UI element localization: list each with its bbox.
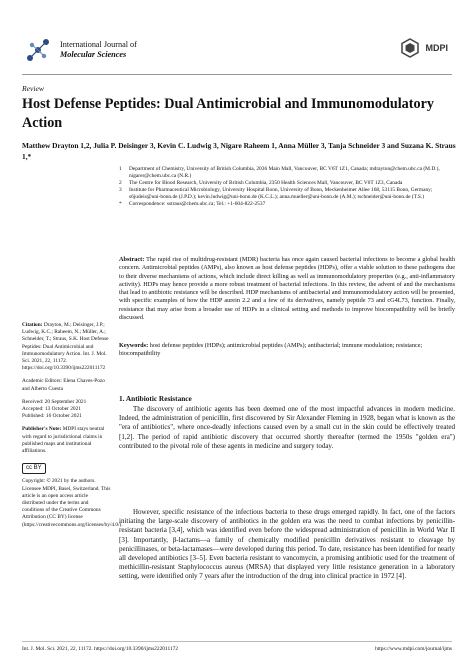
footer-journal-url[interactable]: https://www.mdpi.com/journal/ijms xyxy=(375,646,452,652)
body-paragraph: The discovery of antibiotic agents has been deemed one of the most impactful advances in modern medicine. Indeed, the administration of penicillin, first discovered by Sir Alexander Fleming in 1928, began what is known as the "era of antibiotics", where once-deadly infections caused even by a small cut in the skin could be effectively treated [1,2]. The period of rapid antibiotic discovery that occurred shortly thereafter (termed the 1950s "golden era") contributed to the pivotal role of these agents in medicine and surgery today. xyxy=(119,405,455,450)
cc-license-badge[interactable]: cc BY xyxy=(22,463,46,474)
footer-citation[interactable]: Int. J. Mol. Sci. 2021, 22, 11172. https://doi.org/10.3390/ijms222011172 xyxy=(22,646,179,652)
abstract-label: Abstract: xyxy=(119,256,145,263)
page-footer xyxy=(22,646,452,652)
affiliation-item xyxy=(119,166,454,180)
affiliation-number: 2 xyxy=(119,180,122,187)
published-date: Published: 16 October 2021 xyxy=(22,413,82,420)
sidebar xyxy=(22,322,123,535)
affiliation-text: Department of Chemistry, University of British Columbia, 2036 Main Mall, Vancouver, BC V6T 1Z1, Canada; mdrayton@chem.ubc.ca (M.D.), nigarer@chem.ubc.ca (N.R.) xyxy=(129,166,440,180)
body-paragraph: However, specific resistance of the infectious bacteria to these drugs emerged rapidly. In fact, one of the factors initiating the large-scale discovery of antibiotics in the golden era was the need to combat infections by penicillin-resistant bacteria [3,4], which was identified even before the widespread administration of penicillin in World War II [3]. Importantly, β-lactams—a family of chemically modified penicillin derivatives resistant to cleavage by penicillinases, or beta-lactamases—were developed during this period. To date, resistance has been identified for nearly all developed antibiotics [3–5]. Even bacteria resistant to vancomycin, a promising antibiotic used for the treatment of methicillin-resistant Staphylococcus aureus (MRSA) that displayed very little resistance generation in a laboratory setting, were identified only 7 years after the introduction of the drug into clinical practice in 1972 [4]. xyxy=(119,508,455,581)
dates xyxy=(22,399,112,421)
section-heading: 1. Antibiotic Resistance xyxy=(119,394,192,403)
received-date: Received: 20 September 2021 xyxy=(22,398,87,405)
journal-name-line2: Molecular Sciences xyxy=(60,50,127,59)
citation-text[interactable]: Drayton, M.; Deisinger, J.P.; Ludwig, K.C.; Raheem, N.; Müller, A.; Schneider, T.; Straus, S.K. Host Defense Peptides: Dual Antimicrobial and Immunomodulatory Action. Int. J. Mol. Sci. 2021, 22, 11172. https://doi.org/10.3390/ijms222011172 xyxy=(22,322,109,372)
journal-name-line1: International Journal of xyxy=(60,40,137,49)
academic-editors: Academic Editors: Elena Chaves-Pozo and Alberto Cuesta xyxy=(22,378,105,392)
journal-logo-icon xyxy=(22,36,54,66)
keywords xyxy=(119,342,455,359)
affiliation-number: 3 xyxy=(119,187,122,194)
article-type: Review xyxy=(22,84,44,93)
journal-name xyxy=(60,40,137,60)
footer-divider xyxy=(22,641,452,642)
affiliations xyxy=(119,166,454,209)
affiliation-number: * xyxy=(119,201,122,208)
accepted-date: Accepted: 13 October 2021 xyxy=(22,406,81,413)
mdpi-logo xyxy=(400,38,449,58)
publisher-note xyxy=(22,426,112,455)
affiliation-item xyxy=(119,187,454,201)
citation xyxy=(22,322,112,372)
keywords-text: host defense peptides (HDPs); antimicrobial peptides (AMPs); antibacterial; immune modulation; resistance; biocompatibility xyxy=(119,342,423,358)
keywords-label: Keywords: xyxy=(119,342,149,349)
mdpi-logo-text: MDPI xyxy=(425,43,448,53)
abstract-text: The rapid rise of multidrug-resistant (MDR) bacteria has once again caused bacterial infections to become a global health concern. Antimicrobial peptides (AMPs), also known as host defense peptides (HDPs), offer a viable solution to these pathogens due to their diverse mechanisms of actions, which include direct killing as well as immunomodulatory properties (e.g., anti-inflammatory activity). HDPs may hence provide a more robust treatment of bacterial infections. In this review, the advent of and the mechanisms that lead to antibiotic resistance will be described. HDP mechanisms of antibacterial and immunomodulatory action will be presented, with specific examples of how the HDP aurein 2.2 and a few of its derivatives, namely peptide 73 and cG4L73, function. Finally, resistance that may arise from a broader use of HDPs in a clinical setting and methods to improve biocompatibility will be briefly discussed. xyxy=(119,256,455,322)
header-divider xyxy=(22,74,452,75)
copyright: Copyright: © 2021 by the authors. Licensee MDPI, Basel, Switzerland. This article is an open access article distributed under the terms and conditions of the Creative Commons Attribution (CC BY) license (https://creativecommons.org/licenses/by/4.0/). xyxy=(22,478,123,528)
author-list: Matthew Drayton 1,2, Julia P. Deisinger 3, Kevin C. Ludwig 3, Nigare Raheem 1, Anna Müller 3, Tanja Schneider 3 and Suzana K. Straus 1,* xyxy=(22,141,456,161)
abstract xyxy=(119,256,455,322)
article-title: Host Defense Peptides: Dual Antimicrobial and Immunomodulatory Action xyxy=(22,96,434,131)
publisher-note-text: MDPI stays neutral with regard to jurisdictional claims in published maps and institutional affiliations. xyxy=(22,426,105,455)
affiliation-text: Institute for Pharmaceutical Microbiology, University Hospital Bonn, University of Bonn, Meckenheimer Allee 168, 53115 Bonn, Germany; s6judeis@uni-bonn.de (J.P.D.); kevin.ludwig@uni-bonn.de (K.C.L.); anna.mueller@uni-bonn.de (A.M.); tschneider@uni-bonn.de (T.S.) xyxy=(129,187,433,201)
affiliation-text: Correspondence: sstraus@chem.ubc.ca; Tel.: +1-604-822-2537 xyxy=(129,201,266,208)
citation-label: Citation: xyxy=(22,322,43,328)
mdpi-logo-icon xyxy=(400,38,420,58)
affiliation-text: The Centre for Blood Research, University of British Columbia, 2350 Health Sciences Mall, Vancouver, BC V6T 1Z3, Canada xyxy=(129,180,403,187)
publisher-note-label: Publisher's Note: xyxy=(22,426,62,433)
affiliation-item xyxy=(119,201,454,208)
affiliation-number: 1 xyxy=(119,166,122,172)
